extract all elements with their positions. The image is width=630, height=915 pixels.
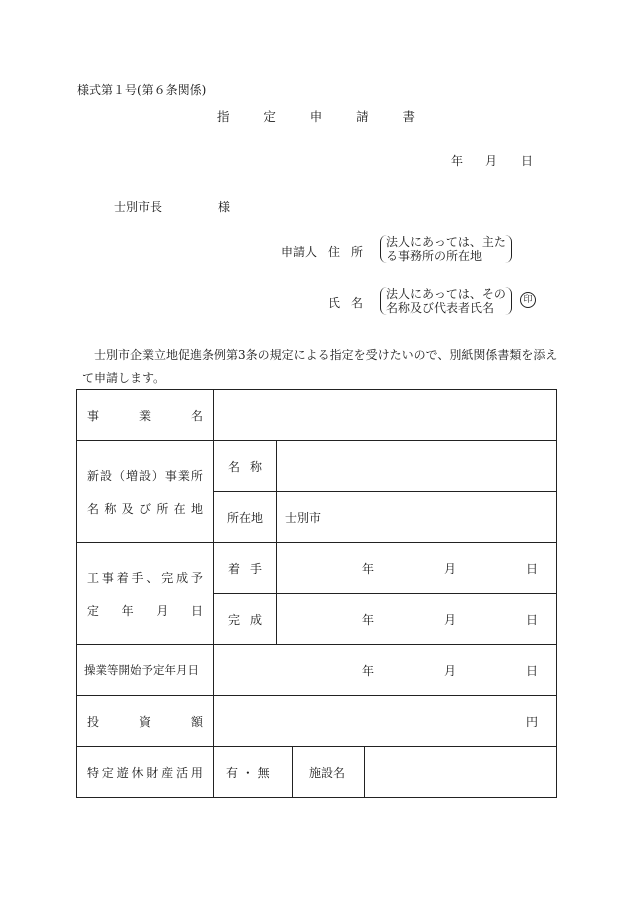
start-label	[214, 543, 277, 594]
name-label	[328, 294, 363, 311]
business-name-field[interactable]	[214, 390, 557, 441]
label-char: 産	[161, 765, 174, 780]
label-char: 日	[190, 603, 203, 618]
address-note-line: 法人にあっては、主た	[386, 235, 506, 249]
document-title	[217, 107, 415, 125]
label-char: 業	[177, 468, 190, 483]
label-char: 用	[190, 765, 203, 780]
label-char: び	[138, 501, 151, 516]
address-note	[380, 235, 512, 263]
construction-label	[77, 543, 214, 645]
label-char: 事	[164, 468, 177, 483]
investment-field[interactable]	[214, 696, 557, 747]
addressee-honorific: 様	[218, 200, 231, 214]
label-char: 及	[121, 501, 134, 516]
name-label-char: 名	[350, 296, 363, 310]
label-char: ）	[151, 468, 164, 483]
investment-label	[77, 696, 214, 747]
idle-asset-choice[interactable]: 有 ・ 無	[214, 747, 293, 798]
location-label: 所在地	[214, 492, 277, 543]
name-note-line: 法人にあっては、その	[386, 287, 506, 301]
label-char: 完	[228, 612, 241, 627]
label-char: 活	[176, 765, 189, 780]
seal-mark: 印	[520, 292, 536, 308]
body-text-line2: て申請します。	[82, 371, 166, 385]
label-char: 設	[138, 468, 151, 483]
label-char: 業	[138, 408, 151, 423]
business-name-label	[77, 390, 214, 441]
operation-label: 操業等開始予定年月日	[77, 645, 214, 696]
label-char: 成	[176, 570, 189, 585]
row-operation-start	[77, 645, 557, 696]
idle-facility-name-field[interactable]	[365, 747, 557, 798]
idle-asset-label	[77, 747, 214, 798]
label-char: 完	[161, 570, 174, 585]
label-char: 所	[156, 501, 169, 516]
label-char: 名	[228, 459, 241, 474]
facility-name-label	[214, 441, 277, 492]
row-construction-start	[77, 543, 557, 594]
ymd-year: 年	[361, 561, 374, 576]
row-business-name	[77, 390, 557, 441]
label-char: 増	[125, 468, 138, 483]
label-char: 予	[190, 570, 203, 585]
date-month: 月	[485, 154, 498, 168]
label-char: 投	[87, 714, 100, 729]
label-char: 所	[190, 468, 203, 483]
ymd-day: 日	[525, 612, 538, 627]
label-char: 成	[249, 612, 262, 627]
addressee-name: 士別市長	[114, 200, 163, 214]
title-char: 請	[356, 109, 369, 124]
complete-date-field[interactable]	[277, 594, 557, 645]
label-char: 資	[138, 714, 151, 729]
label-char: 額	[190, 714, 203, 729]
label-char: 財	[146, 765, 159, 780]
facility-name-field[interactable]	[277, 441, 557, 492]
title-char: 定	[263, 109, 276, 124]
label-char: 特	[87, 765, 100, 780]
label-char: 新	[87, 468, 100, 483]
ymd-day: 日	[525, 561, 538, 576]
ymd-month: 月	[443, 612, 456, 627]
title-char: 指	[217, 109, 230, 124]
address-label	[328, 243, 363, 260]
facility-label	[77, 441, 214, 543]
name-note-line: 名称及び代表者氏名	[386, 301, 495, 315]
label-char: 地	[190, 501, 203, 516]
label-char: 名	[190, 408, 203, 423]
label-char: 年	[121, 603, 134, 618]
address-label-char: 所	[350, 245, 363, 259]
address-label-char: 住	[328, 245, 341, 259]
label-char: 定	[87, 603, 100, 618]
name-note	[380, 287, 512, 315]
start-date-field[interactable]	[277, 543, 557, 594]
label-char: 手	[249, 561, 262, 576]
label-char: 名	[87, 501, 100, 516]
date-day: 日	[521, 154, 534, 168]
title-char: 申	[309, 109, 323, 124]
row-idle-asset	[77, 747, 557, 798]
date-year: 年	[451, 154, 464, 168]
label-char: 着	[228, 561, 241, 576]
body-text-line1: 士別市企業立地促進条例第3条の規定による指定を受けたいので、別紙関係書類を添え	[94, 348, 558, 362]
label-char: 着	[116, 570, 129, 585]
operation-date-field[interactable]	[214, 645, 557, 696]
label-char: 事	[87, 408, 100, 423]
label-char: 事	[101, 570, 114, 585]
ymd-month: 月	[443, 663, 456, 678]
location-field[interactable]: 士別市	[277, 492, 557, 543]
investment-unit: 円	[525, 714, 538, 729]
label-char: （	[112, 468, 125, 483]
label-char: 在	[173, 501, 186, 516]
ymd-year: 年	[361, 663, 374, 678]
address-note-line: る事務所の所在地	[386, 249, 483, 263]
ymd-day: 日	[525, 663, 538, 678]
applicant-label: 申請人	[281, 245, 318, 259]
title-char: 書	[402, 109, 415, 124]
label-char: 、	[146, 570, 159, 585]
complete-label	[214, 594, 277, 645]
label-char: 定	[101, 765, 114, 780]
label-char: 工	[87, 570, 100, 585]
label-char: 設	[99, 468, 112, 483]
row-facility-name	[77, 441, 557, 492]
application-table	[76, 389, 557, 798]
row-investment	[77, 696, 557, 747]
label-char: 手	[131, 570, 144, 585]
label-char: 休	[131, 765, 144, 780]
form-number: 様式第１号(第６条関係)	[77, 83, 207, 97]
ymd-month: 月	[443, 561, 456, 576]
label-char: 称	[249, 459, 262, 474]
name-label-char: 氏	[328, 296, 341, 310]
label-char: 遊	[116, 765, 129, 780]
label-char: 称	[104, 501, 117, 516]
facility-name-subLabel: 施設名	[293, 747, 365, 798]
ymd-year: 年	[361, 612, 374, 627]
label-char: 月	[156, 603, 169, 618]
